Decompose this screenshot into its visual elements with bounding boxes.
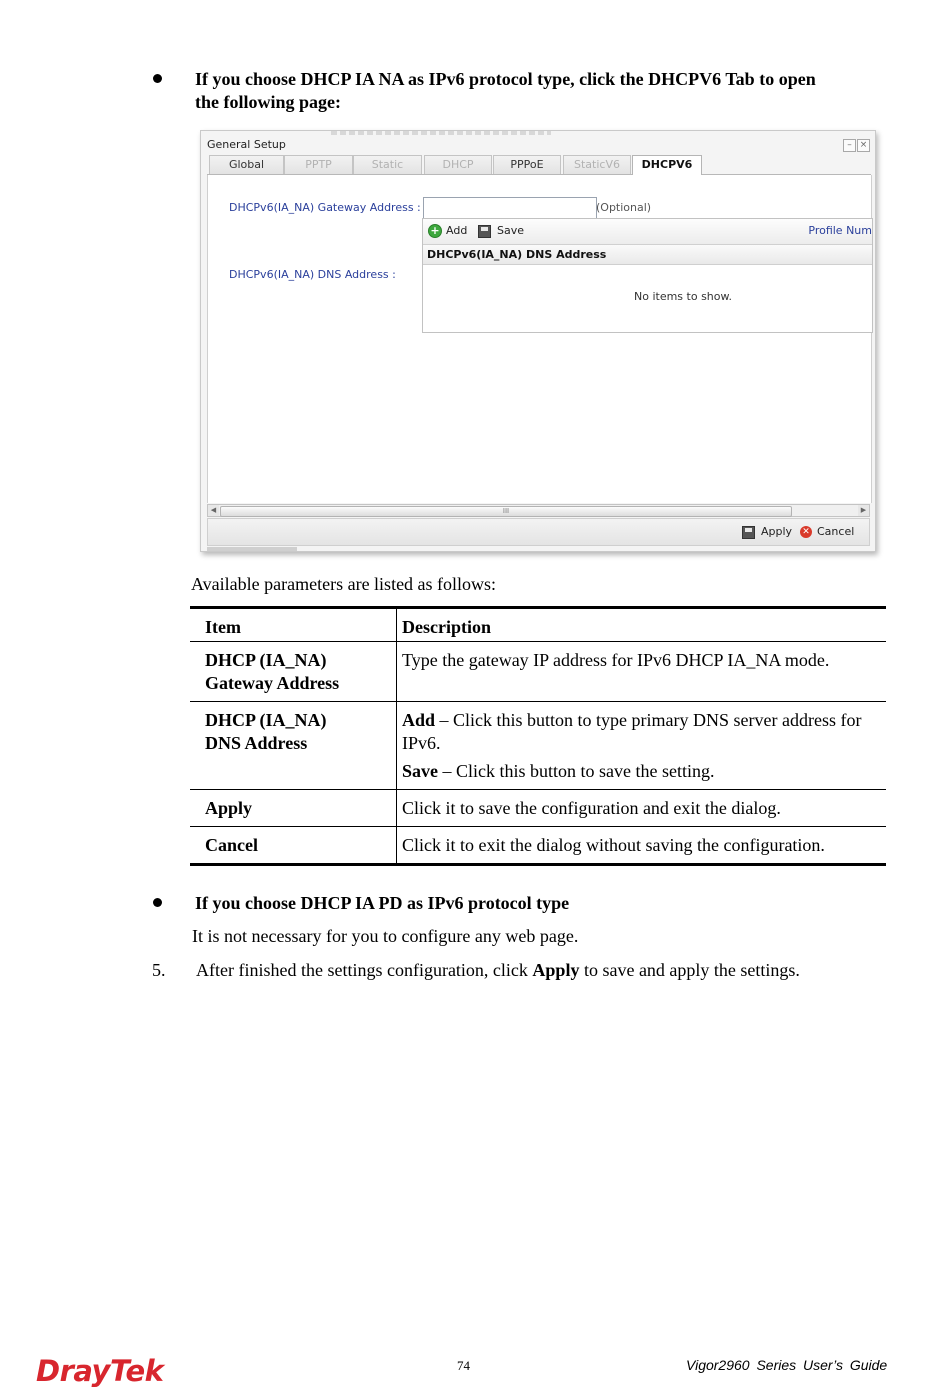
gateway-address-input[interactable]	[423, 197, 597, 219]
header-description: Description	[397, 608, 887, 642]
item-apply: Apply	[205, 798, 253, 818]
tab-dhcp[interactable]: DHCP	[424, 155, 492, 174]
item-cell	[190, 790, 397, 827]
table-row	[190, 642, 886, 702]
heading-line-1: If you choose DHCP IA NA as IPv6 protocol type, click the DHCPV6 Tab to open	[195, 69, 816, 89]
item-cell	[190, 702, 397, 790]
scroll-right-icon[interactable]: ▶	[858, 505, 869, 516]
add-icon: +	[428, 224, 442, 238]
tab-bar	[207, 155, 871, 175]
dns-address-grid	[422, 218, 873, 333]
tab-global[interactable]: Global	[209, 155, 284, 174]
page-number: 74	[457, 1358, 470, 1373]
background-window-edge	[207, 547, 297, 551]
grid-toolbar	[423, 219, 872, 245]
dhcpv6-panel	[207, 175, 872, 503]
optional-hint: (Optional)	[596, 201, 652, 214]
description-cell	[397, 702, 887, 790]
item-cell	[190, 642, 397, 702]
tab-dhcpv6[interactable]: DHCPV6	[632, 155, 702, 175]
table-row	[190, 702, 886, 790]
description-cell: Click it to exit the dialog without saving the configuration.	[397, 827, 887, 865]
tab-pppoe[interactable]: PPPoE	[493, 155, 561, 174]
item-gateway-line2: Gateway Address	[205, 673, 340, 693]
desc-add-text: – Click this button to type primary DNS server address for IPv6.	[402, 710, 862, 753]
item-gateway-line1: DHCP (IA_NA)	[205, 650, 327, 670]
header-item: Item	[190, 608, 397, 642]
save-label: Save	[497, 224, 525, 237]
table-row	[190, 790, 886, 827]
description-cell: Click it to save the configuration and exit the dialog.	[397, 790, 887, 827]
desc-add-term: Add	[402, 710, 436, 730]
bullet-icon	[153, 898, 162, 907]
step5-after: to save and apply the settings.	[579, 960, 800, 980]
apply-label: Apply	[761, 525, 793, 538]
step5-before: After finished the settings configuration, click	[196, 960, 533, 980]
cancel-icon: ✕	[800, 526, 812, 538]
item-cell	[190, 827, 397, 865]
minimize-icon[interactable]: –	[843, 139, 856, 152]
heading-line-2: the following page:	[195, 92, 341, 112]
item-dns-line2: DNS Address	[205, 733, 308, 753]
tab-staticv6[interactable]: StaticV6	[563, 155, 631, 174]
dialog-title: General Setup	[207, 138, 286, 151]
general-setup-dialog	[200, 130, 876, 552]
save-icon	[478, 225, 491, 238]
tab-pptp[interactable]: PPTP	[284, 155, 353, 174]
step5-bold: Apply	[532, 960, 580, 980]
cancel-label: Cancel	[817, 525, 855, 538]
horizontal-scrollbar[interactable]	[207, 504, 870, 517]
description-cell: Type the gateway IP address for IPv6 DHCP IA_NA mode.	[397, 642, 887, 702]
empty-grid-message: No items to show.	[634, 290, 732, 303]
add-button[interactable]	[428, 224, 467, 238]
apply-save-icon	[742, 526, 755, 539]
section-heading-dhcp-ia-pd: If you choose DHCP IA PD as IPv6 protocol type	[195, 893, 570, 913]
dialog-footer	[207, 518, 870, 546]
scroll-left-icon[interactable]: ◀	[208, 505, 219, 516]
scroll-thumb[interactable]: III	[220, 506, 792, 517]
desc-save-term: Save	[402, 761, 438, 781]
column-header-label: DHCPv6(IA_NA) DNS Address	[427, 248, 607, 261]
step-5-text	[196, 959, 800, 982]
parameters-table	[190, 606, 886, 866]
desc-save-text: – Click this button to save the setting.	[438, 761, 715, 781]
gateway-address-label: DHCPv6(IA_NA) Gateway Address :	[229, 201, 421, 214]
step-number: 5.	[152, 960, 166, 980]
guide-title: Vigor2960 Series User’s Guide	[686, 1357, 888, 1373]
item-dns-line1: DHCP (IA_NA)	[205, 710, 327, 730]
save-button[interactable]	[478, 224, 524, 238]
section-heading-dhcp-ia-na	[195, 68, 895, 114]
profile-num-label: Profile Num	[808, 224, 872, 237]
grid-column-header[interactable]	[423, 245, 872, 265]
apply-button[interactable]	[742, 525, 792, 539]
cancel-button[interactable]	[800, 525, 854, 539]
dialog-titlebar	[201, 131, 875, 155]
bullet-icon	[153, 74, 162, 83]
draytek-logo: DrayTek	[36, 1354, 164, 1388]
desc-save	[402, 760, 878, 783]
dns-address-label: DHCPv6(IA_NA) DNS Address :	[229, 268, 396, 281]
parameters-intro: Available parameters are listed as follows:	[191, 574, 497, 594]
tab-static[interactable]: Static	[353, 155, 422, 174]
desc-add	[402, 709, 878, 755]
section2-text: It is not necessary for you to configure any web page.	[192, 926, 579, 946]
close-icon[interactable]: ×	[857, 139, 870, 152]
table-header-row	[190, 608, 886, 642]
add-label: Add	[446, 224, 468, 237]
table-row	[190, 827, 886, 865]
item-cancel: Cancel	[205, 835, 258, 855]
